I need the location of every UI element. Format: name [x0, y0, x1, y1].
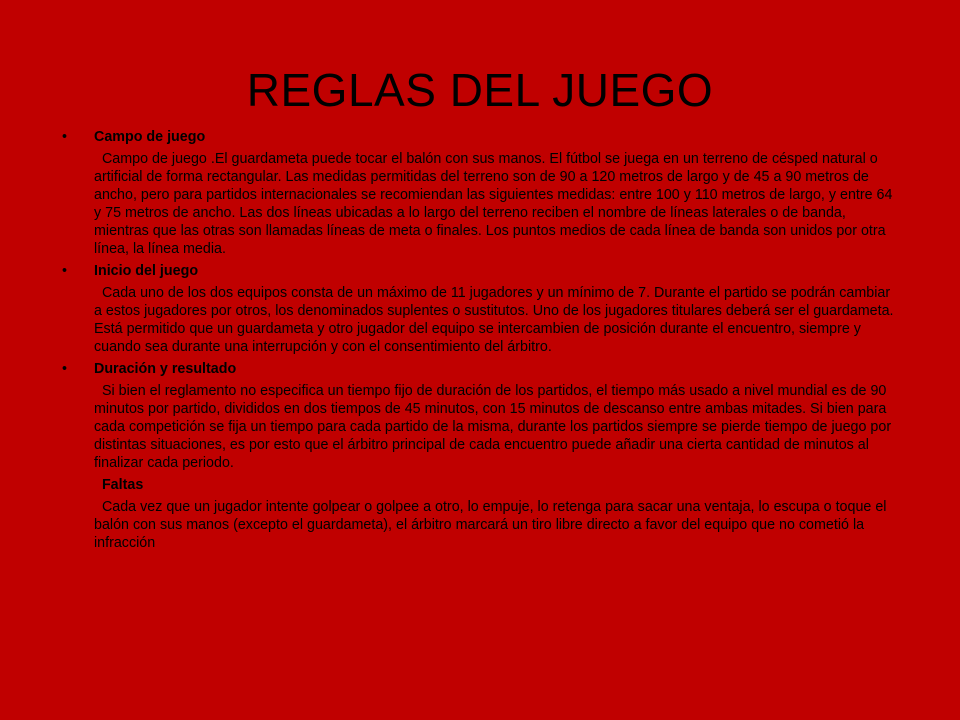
- section-body-text: Cada uno de los dos equipos consta de un máximo de 11 jugadores y un mínimo de 7. Durante el partido se podrán cambiar a estos jugadores por otros, los denominados suplentes o sustitutos. Uno de los jugadores titulares deberá ser el guardameta. Está permitido que un guardameta y otro jugador del equipo se intercambien de posición durante el encuentro, siempre y cuando sea durante una interrupción y con el consentimiento del árbitro.: [94, 285, 894, 355]
- bullet-icon: •: [62, 129, 68, 145]
- section-body-campo-de-juego: [62, 150, 898, 258]
- section-heading-text: Faltas: [101, 477, 144, 493]
- section-body-duracion-y-resultado: [62, 382, 898, 472]
- section-body-text: Cada vez que un jugador intente golpear o golpee a otro, lo empuje, lo retenga para sacar una ventaja, lo escupa o toque el balón con sus manos (excepto el guardameta), el árbitro marcará un tiro libre directo a favor del equipo que no cometió la infracción: [94, 499, 887, 551]
- section-body-text: Si bien el reglamento no especifica un tiempo fijo de duración de los partidos, el tiempo más usado a nivel mundial es de 90 minutos por partido, divididos en dos tiempos de 45 minutos, con 15 minutos de descanso entre ambas mitades. Si bien para cada competición se fija un tiempo para cada partido de la misma, durante los partidos siempre se pierde tiempo de juego por distintas situaciones, es por esto que el árbitro principal de cada encuentro puede añadir una cierta cantidad de minutos al finalizar cada periodo.: [94, 383, 892, 471]
- section-heading-campo-de-juego: [62, 128, 898, 146]
- slide-title: REGLAS DEL JUEGO: [246, 64, 714, 116]
- section-body-inicio-del-juego: [62, 284, 898, 356]
- slide-content: [62, 128, 898, 556]
- section-heading-text: Campo de juego: [94, 129, 206, 145]
- section-body-text: Campo de juego .El guardameta puede tocar el balón con sus manos. El fútbol se juega en un terreno de césped natural o artificial de forma rectangular. Las medidas permitidas del terreno son de 90 a 120 metros de largo y de 45 a 90 metros de ancho, pero para partidos internacionales se recomiendan las siguientes medidas: entre 100 y 110 metros de largo, y entre 64 y 75 metros de ancho. Las dos líneas ubicadas a lo largo del terreno reciben el nombre de líneas laterales o de banda, mientras que las otras son llamadas líneas de meta o finales. Los puntos medios de cada línea de banda son unidos por otra línea, la línea media.: [94, 151, 893, 257]
- section-heading-duracion-y-resultado: [62, 360, 898, 378]
- bullet-icon: •: [62, 361, 68, 377]
- bullet-icon: •: [62, 263, 68, 279]
- section-heading-faltas: [62, 476, 898, 494]
- section-body-faltas: [62, 498, 898, 552]
- section-heading-text: Inicio del juego: [94, 263, 199, 279]
- section-heading-text: Duración y resultado: [94, 361, 237, 377]
- section-heading-inicio-del-juego: [62, 262, 898, 280]
